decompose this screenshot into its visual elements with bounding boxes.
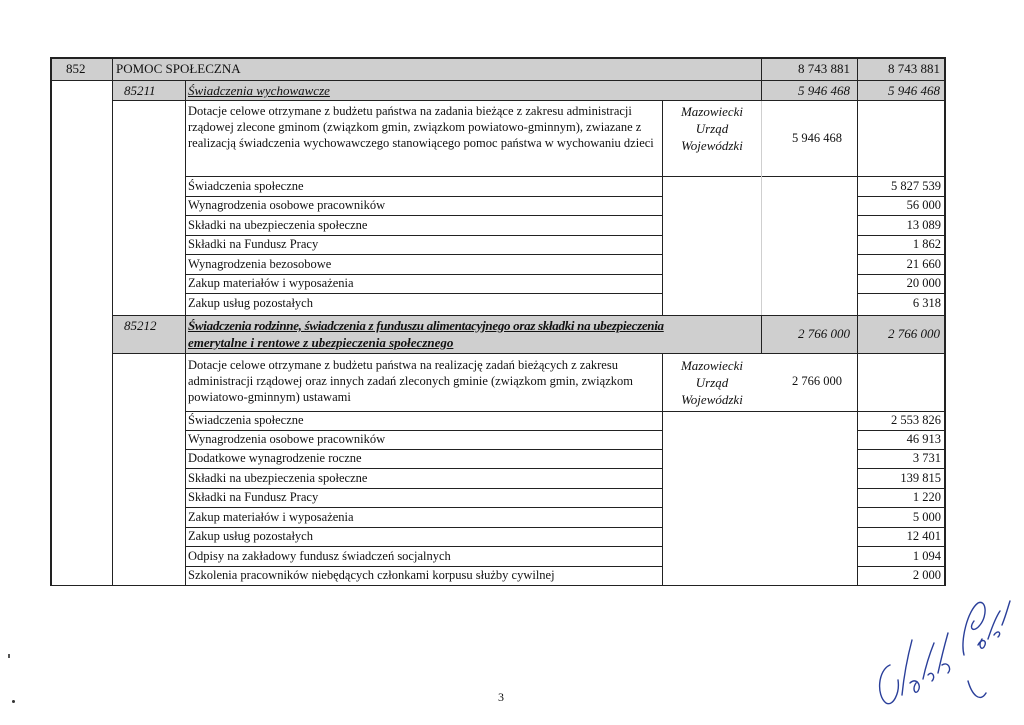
list-item-value: 12 401 bbox=[906, 529, 941, 543]
institution-line-3: Wojewódzki bbox=[681, 392, 743, 407]
list-item-value: 139 815 bbox=[900, 471, 941, 485]
list-item-label: Odpisy na zakładowy fundusz świadczeń socjalnych bbox=[188, 549, 451, 563]
chapter-85211-institution bbox=[664, 103, 760, 154]
institution-line-1: Mazowiecki bbox=[680, 358, 744, 373]
chapter-85211-income: 5 946 468 bbox=[792, 131, 842, 145]
chapter-85212-title-line-1: Świadczenia rodzinne, świadczenia z funduszu alimentacyjnego oraz składki na ubezpieczenia bbox=[188, 318, 664, 333]
list-item-label: Zakup usług pozostałych bbox=[188, 529, 313, 543]
chapter-85211-amount-b: 5 946 468 bbox=[888, 83, 940, 98]
institution-line-2: Urząd bbox=[695, 375, 729, 390]
chapter-85211-amount-a: 5 946 468 bbox=[798, 83, 850, 98]
list-item-label: Wynagrodzenia bezosobowe bbox=[188, 257, 332, 271]
page-number: 3 bbox=[498, 690, 504, 704]
list-item-value: 56 000 bbox=[906, 198, 941, 212]
section-amount-a: 8 743 881 bbox=[798, 61, 850, 76]
section-code: 852 bbox=[66, 61, 86, 76]
list-item-value: 3 731 bbox=[912, 451, 941, 465]
chapter-85212-code: 85212 bbox=[124, 318, 157, 333]
chapter-85211-title: Świadczenia wychowawcze bbox=[188, 83, 330, 98]
list-item-value: 46 913 bbox=[906, 432, 941, 446]
list-item-value: 2 553 826 bbox=[891, 413, 941, 427]
chapter-85212-description: Dotacje celowe otrzymane z budżetu państwa na realizację zadań bieżących z zakresu administracji rządowej oraz innych zadań zleconych gminie (związkom gmin, związkom powiatowo-gminnym) ustawami bbox=[188, 358, 633, 404]
institution-line-1: Mazowiecki bbox=[680, 104, 744, 119]
list-item-label: Zakup usług pozostałych bbox=[188, 296, 313, 310]
chapter-85211-code: 85211 bbox=[124, 83, 156, 98]
margin-mark bbox=[8, 654, 10, 658]
list-item-value: 5 000 bbox=[912, 510, 941, 524]
list-item-label: Zakup materiałów i wyposażenia bbox=[188, 510, 354, 524]
institution-line-2: Urząd bbox=[695, 121, 729, 136]
list-item-value: 21 660 bbox=[906, 257, 941, 271]
chapter-85212-title-line-2: emerytalne i rentowe z ubezpieczenia społecznego bbox=[188, 335, 454, 350]
list-item-value: 6 318 bbox=[912, 296, 941, 310]
list-item-label: Zakup materiałów i wyposażenia bbox=[188, 276, 354, 290]
chapter-85212-institution bbox=[664, 357, 760, 408]
list-item-label: Składki na Fundusz Pracy bbox=[188, 237, 319, 251]
institution-line-3: Wojewódzki bbox=[681, 138, 743, 153]
list-item-value: 2 000 bbox=[912, 568, 941, 582]
list-item-value: 13 089 bbox=[906, 218, 941, 232]
section-title: POMOC SPOŁECZNA bbox=[116, 61, 241, 76]
list-item-label: Świadczenia społeczne bbox=[188, 413, 304, 427]
list-item-label: Składki na ubezpieczenia społeczne bbox=[188, 471, 368, 485]
list-item-value: 5 827 539 bbox=[891, 179, 941, 193]
list-item-value: 1 094 bbox=[912, 549, 941, 563]
signature-image bbox=[868, 585, 1018, 715]
list-item-label: Świadczenia społeczne bbox=[188, 179, 304, 193]
chapter-85212-income: 2 766 000 bbox=[792, 374, 842, 388]
list-item-label: Szkolenia pracowników niebędących członkami korpusu służby cywilnej bbox=[188, 568, 555, 582]
list-item-label: Wynagrodzenia osobowe pracowników bbox=[188, 198, 386, 212]
list-item-label: Dodatkowe wynagrodzenie roczne bbox=[188, 451, 362, 465]
chapter-85211-description: Dotacje celowe otrzymane z budżetu państwa na zadania bieżące z zakresu administracji rządowej zlecone gminom (związkom gmin, związkom powiatowo-gminnym), zwiazane z realizacją świadczenia wychowawczego stanowiącego pomoc państwa w wychowaniu dzieci bbox=[188, 104, 654, 150]
chapter-85212-amount-b: 2 766 000 bbox=[888, 326, 940, 341]
list-item-label: Wynagrodzenia osobowe pracowników bbox=[188, 432, 386, 446]
margin-mark bbox=[12, 700, 15, 703]
list-item-label: Składki na Fundusz Pracy bbox=[188, 490, 319, 504]
list-item-value: 1 862 bbox=[912, 237, 941, 251]
list-item-value: 1 220 bbox=[912, 490, 941, 504]
chapter-85212-amount-a: 2 766 000 bbox=[798, 326, 850, 341]
list-item-label: Składki na ubezpieczenia społeczne bbox=[188, 218, 368, 232]
section-amount-b: 8 743 881 bbox=[888, 61, 940, 76]
list-item-value: 20 000 bbox=[906, 276, 941, 290]
